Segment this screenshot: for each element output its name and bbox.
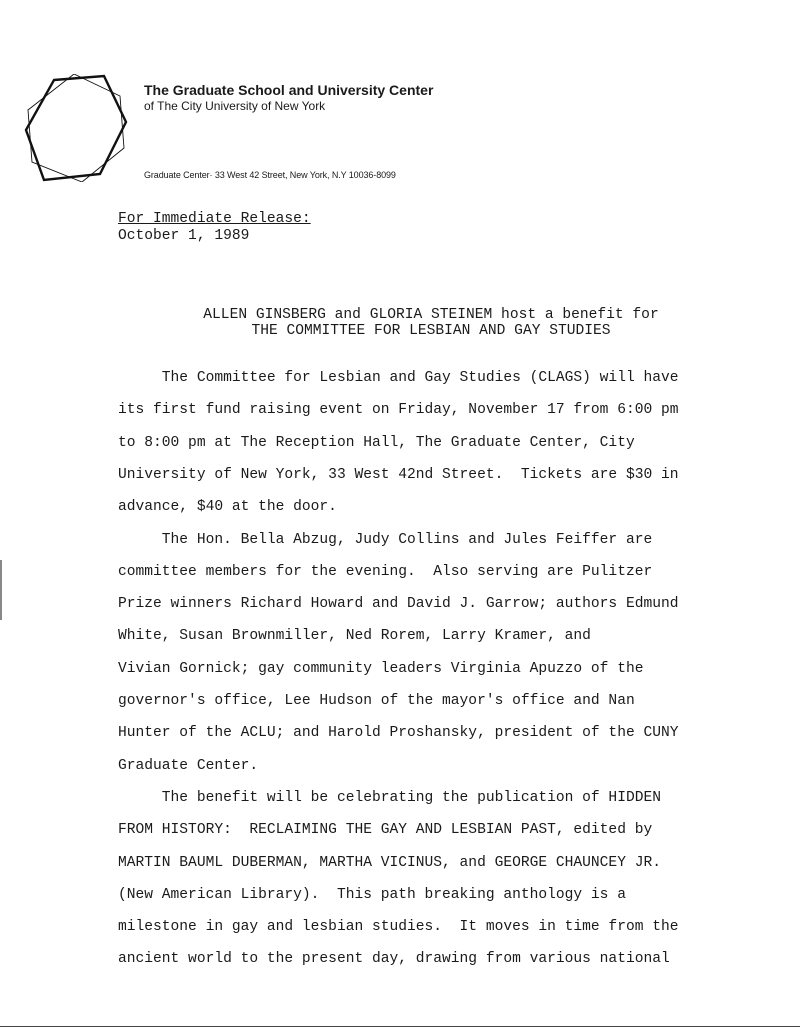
headline-line-2: THE COMMITTEE FOR LESBIAN AND GAY STUDIES xyxy=(251,323,611,339)
release-label: For Immediate Release: xyxy=(118,211,311,227)
body-line: Hunter of the ACLU; and Harold Proshansky, president of the CUNY xyxy=(118,725,679,742)
headline-line-1: ALLEN GINSBERG and GLORIA STEINEM host a benefit for xyxy=(203,307,659,323)
body-line: ancient world to the present day, drawing from various national xyxy=(118,951,670,968)
body-line: committee members for the evening. Also serving are Pulitzer xyxy=(118,563,653,580)
body-line: Graduate Center. xyxy=(118,757,259,774)
page-bottom-edge xyxy=(0,1026,800,1027)
body-line: FROM HISTORY: RECLAIMING THE GAY AND LESBIAN PAST, edited by xyxy=(118,822,653,839)
body-line: The Hon. Bella Abzug, Judy Collins and Jules Feiffer are xyxy=(118,531,653,548)
body-line: Prize winners Richard Howard and David J. Garrow; authors Edmund xyxy=(118,596,679,613)
institution-name: The Graduate School and University Center xyxy=(144,82,434,98)
body-line: to 8:00 pm at The Reception Hall, The Graduate Center, City xyxy=(118,434,635,451)
body-line: White, Susan Brownmiller, Ned Rorem, Larry Kramer, and xyxy=(118,628,591,645)
scan-edge-mark xyxy=(0,560,2,620)
body-line: The Committee for Lesbian and Gay Studies (CLAGS) will have xyxy=(118,370,679,386)
body-line: (New American Library). This path breaking anthology is a xyxy=(118,886,626,903)
body-line: The benefit will be celebrating the publication of HIDDEN xyxy=(118,789,661,806)
body-line: milestone in gay and lesbian studies. It moves in time from the xyxy=(118,919,679,936)
body-line: MARTIN BAUML DUBERMAN, MARTHA VICINUS, and GEORGE CHAUNCEY JR. xyxy=(118,854,661,871)
body-line: Vivian Gornick; gay community leaders Virginia Apuzzo of the xyxy=(118,660,644,677)
graduate-center-logo-icon xyxy=(24,74,130,182)
body-line: its first fund raising event on Friday, November 17 from 6:00 pm xyxy=(118,402,679,419)
institution-address: Graduate Center· 33 West 42 Street, New York, N.Y 10036-8099 xyxy=(144,170,396,180)
body-line: University of New York, 33 West 42nd Street. Tickets are $30 in xyxy=(118,466,679,483)
release-date: October 1, 1989 xyxy=(118,228,250,244)
institution-subtitle: of The City University of New York xyxy=(144,99,326,113)
body-line: governor's office, Lee Hudson of the mayor's office and Nan xyxy=(118,693,635,709)
body-line: advance, $40 at the door. xyxy=(118,499,337,516)
